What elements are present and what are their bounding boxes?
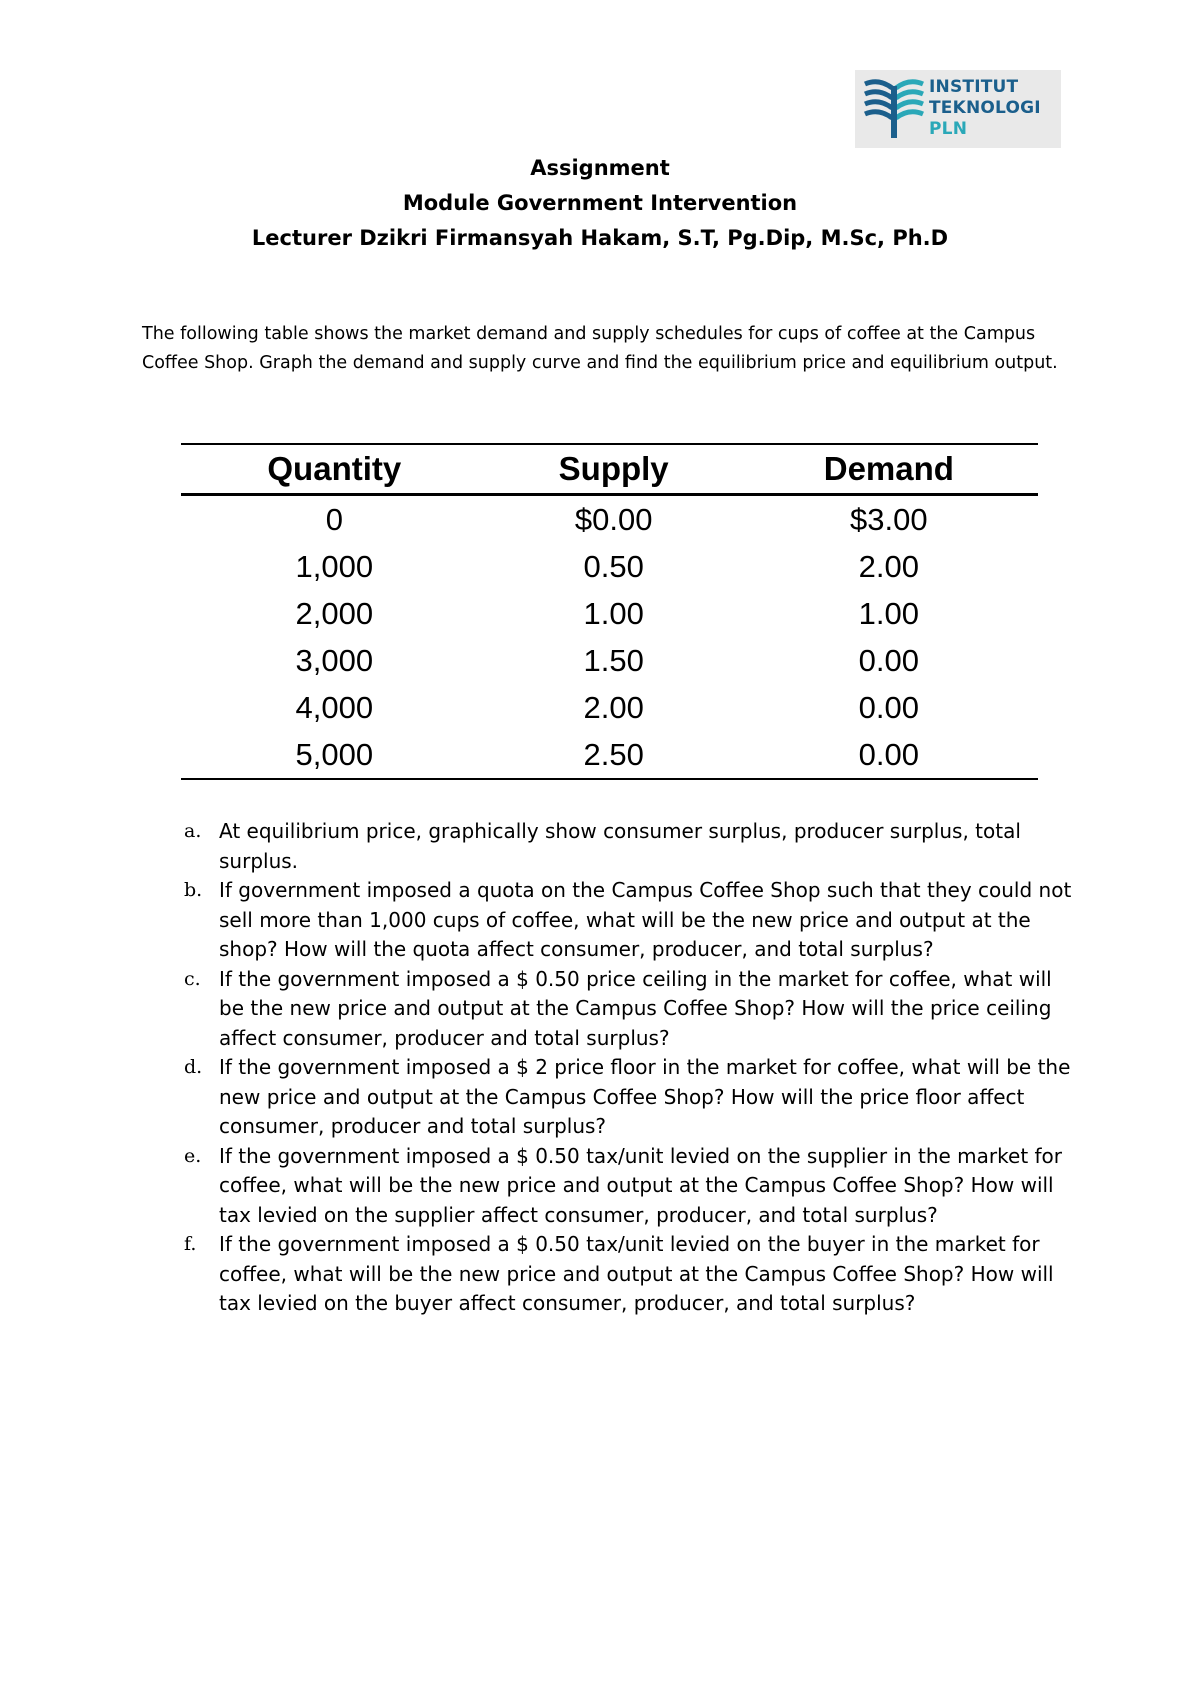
list-marker: f. [184,1233,197,1255]
question-text: If government imposed a quota on the Campus Coffee Shop such that they could not sell more than 1,000 cups of coffee, what will be the new price and output at the shop? How will the quota affect consumer, producer, and total surplus? [219,878,1072,961]
cell-demand: 0.00 [740,731,1038,779]
list-item [184,1230,1074,1319]
cell-quantity: 5,000 [181,731,488,779]
document-title: Assignment [530,156,670,180]
question-text: If the government imposed a $ 0.50 tax/unit levied on the buyer in the market for coffee, what will be the new price and output at the Campus Coffee Shop? How will tax levied on the buyer affect consumer, producer, and total surplus? [219,1232,1054,1315]
column-header-demand: Demand [740,444,1038,495]
cell-supply: 0.50 [583,548,644,584]
table-row [181,637,1038,684]
question-text: If the government imposed a $ 0.50 price ceiling in the market for coffee, what will be the new price and output at the Campus Coffee Shop? How will the price ceiling affect consumer, producer and total surplus? [219,966,1052,1050]
table-row [181,543,1038,590]
list-item [184,1053,1074,1142]
list-item [184,876,1074,965]
list-marker: d. [184,1056,203,1078]
table-row [181,495,1038,544]
table-row [181,731,1038,779]
column-header-supply: Supply [488,444,740,495]
cell-quantity: 2,000 [295,595,374,631]
cell-quantity: 3,000 [295,642,374,678]
module-name: Module Government Intervention [402,191,798,215]
list-marker: e. [184,1144,202,1167]
table-row [181,684,1038,731]
institution-logo [855,70,1061,148]
table-row [181,590,1038,637]
cell-quantity: 1,000 [295,548,374,584]
book-emblem-icon [863,76,925,142]
cell-demand: 2.00 [858,548,920,584]
question-text: At equilibrium price, graphically show consumer surplus, producer surplus, total surplus. [219,819,1021,873]
list-item [184,817,1074,876]
cell-quantity: 4,000 [295,689,374,725]
list-item [184,965,1074,1054]
list-marker: b. [184,879,203,901]
list-marker: c. [184,967,201,990]
logo-wordmark [929,77,1041,140]
question-text: If the government imposed a $ 2 price floor in the market for coffee, what will be the new price and output at the Campus Coffee Shop? How will the price floor affect consumer, producer and total surplus? [219,1055,1071,1138]
cell-supply: 2.00 [583,689,644,725]
cell-supply: $0.00 [574,501,653,537]
intro-paragraph: The following table shows the market demand and supply schedules for cups of coffee at the Campus Coffee Shop. Graph the demand and supply curve and find the equilibrium price and equilibrium output. [142,324,1058,373]
table-header-row [181,444,1038,495]
cell-demand: 0.00 [858,642,920,678]
list-marker: a. [184,820,202,842]
cell-demand: 1.00 [858,595,920,631]
question-text: If the government imposed a $ 0.50 tax/unit levied on the supplier in the market for coffee, what will be the new price and output at the Campus Coffee Shop? How will tax levied on the supplier affect consumer, producer, and total surplus? [219,1143,1063,1227]
cell-supply: 1.00 [583,595,644,631]
cell-supply: 2.50 [488,731,740,779]
list-item [184,1142,1074,1231]
cell-demand: 0.00 [858,689,920,725]
logo-line-1: INSTITUT [929,77,1019,97]
logo-line-2: TEKNOLOGI [929,98,1041,118]
lecturer-name: Lecturer Dzikri Firmansyah Hakam, S.T, Pg.Dip, M.Sc, Ph.D [251,226,949,250]
cell-quantity: 0 [325,501,343,537]
logo-line-3: PLN [929,119,968,139]
document-heading [0,151,1200,256]
cell-supply: 1.50 [583,642,644,678]
supply-demand-table [181,443,1038,780]
cell-demand: $3.00 [850,501,928,537]
column-header-quantity: Quantity [181,444,488,495]
question-list [184,817,1074,1319]
